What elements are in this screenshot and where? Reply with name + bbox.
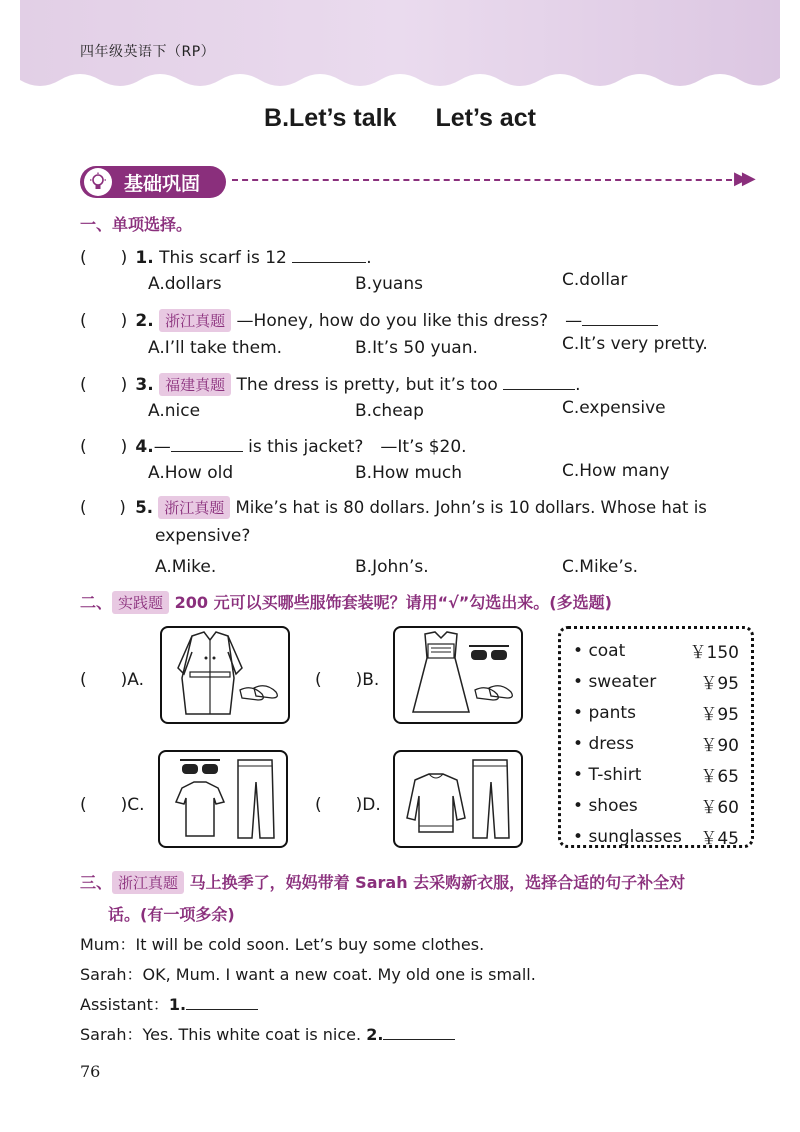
part3-heading-line2: 话。(有一项多余) (108, 905, 235, 924)
option-b[interactable]: B.John’s. (355, 557, 429, 577)
price-row: • pants ￥95 (573, 702, 739, 725)
dress-sunglasses-shoes-icon (395, 628, 521, 722)
option-a[interactable]: A.nice (148, 401, 201, 421)
source-tag: 浙江真题 (112, 871, 184, 894)
option-c[interactable]: C.How many (562, 461, 670, 481)
outfit-b-picture (393, 626, 523, 724)
answer-paren[interactable]: ( ) (80, 311, 128, 331)
answer-paren[interactable]: ( ) (80, 248, 128, 268)
outfit-a-picture (160, 626, 290, 724)
answer-paren[interactable]: ( ) (80, 375, 128, 395)
answer-blank[interactable] (292, 247, 366, 263)
answer-blank[interactable] (171, 436, 243, 452)
answer-blank[interactable] (186, 994, 258, 1010)
source-tag: 福建真题 (159, 373, 231, 396)
double-arrow-icon: ▶▶ (734, 168, 750, 189)
outfit-d-picture (393, 750, 523, 848)
question-1: ( ) 1. This scarf is 12 . (80, 243, 372, 268)
title-part1: B.Let’s talk (264, 104, 397, 132)
source-tag: 浙江真题 (159, 309, 231, 332)
option-c[interactable]: C.It’s very pretty. (562, 334, 708, 354)
price-row: • coat ￥150 (573, 640, 739, 663)
question-3: ( ) 3. 福建真题 The dress is pretty, but it’s too . (80, 370, 581, 396)
dialog-line: Assistant：1. (80, 992, 258, 1015)
lightbulb-icon (84, 168, 112, 196)
answer-paren[interactable]: ( ) (80, 498, 126, 517)
option-c[interactable]: C.Mike’s. (562, 557, 639, 577)
page-number: 76 (80, 1062, 101, 1081)
part1-heading: 一、单项选择。 (80, 215, 193, 234)
option-a[interactable]: A.I’ll take them. (148, 338, 283, 358)
book-label: 四年级英语下（RP） (80, 44, 216, 60)
sunglasses-tshirt-pants-icon (160, 752, 286, 846)
part3-heading: 三、 浙江真题 马上换季了，妈妈带着 Sarah 去采购新衣服，选择合适的句子补全对 (80, 873, 686, 892)
answer-paren[interactable]: ( ) (80, 437, 128, 457)
question-2: ( ) 2. 浙江真题 —Honey, how do you like this dress? — (80, 306, 658, 332)
option-b[interactable]: B.How much (355, 463, 463, 483)
option-b[interactable]: B.It’s 50 yuan. (355, 338, 478, 358)
answer-blank[interactable] (383, 1024, 455, 1040)
price-row: • shoes ￥60 (573, 795, 739, 818)
choice-c[interactable]: ( )C. (80, 795, 145, 815)
question-4: ( ) 4.— is this jacket? —It’s $20. (80, 432, 467, 457)
answer-blank[interactable] (503, 374, 575, 390)
option-c[interactable]: C.dollar (562, 270, 628, 290)
source-tag: 浙江真题 (158, 496, 230, 519)
choice-d[interactable]: ( )D. (315, 795, 381, 815)
answer-blank[interactable] (582, 310, 658, 326)
section-badge (80, 166, 226, 198)
option-a[interactable]: A.Mike. (155, 557, 217, 577)
choice-b[interactable]: ( )B. (315, 670, 380, 690)
coat-shoes-icon (162, 628, 288, 722)
price-row: • sweater ￥95 (573, 671, 739, 694)
price-list (558, 626, 754, 848)
title-part2: Let’s act (435, 104, 536, 132)
option-c[interactable]: C.expensive (562, 398, 666, 418)
question-5-line2: expensive? (155, 526, 251, 546)
question-5: ( ) 5. 浙江真题 Mike’s hat is 80 dollars. John’s is 10 dollars. Whose hat is (80, 494, 707, 519)
part2-heading: 二、 实践题 200 元可以买哪些服饰套装呢？请用“√”勾选出来。(多选题) (80, 593, 612, 612)
option-b[interactable]: B.yuans (355, 274, 423, 294)
option-b[interactable]: B.cheap (355, 401, 424, 421)
price-row: • sunglasses ￥45 (573, 826, 739, 849)
price-row: • dress ￥90 (573, 733, 739, 756)
dialog-line: Sarah：Yes. This white coat is nice. 2. (80, 1022, 455, 1045)
dialog-line: Sarah：OK, Mum. I want a new coat. My old one is small. (80, 965, 536, 984)
section-badge-label: 基础巩固 (124, 172, 201, 195)
choice-a[interactable]: ( )A. (80, 670, 144, 690)
option-a[interactable]: A.How old (148, 463, 234, 483)
source-tag: 实践题 (112, 591, 169, 614)
outfit-c-picture (158, 750, 288, 848)
sweater-pants-icon (395, 752, 521, 846)
page-title (0, 104, 800, 133)
dialog-line: Mum：It will be cold soon. Let’s buy some clothes. (80, 935, 485, 954)
option-a[interactable]: A.dollars (148, 274, 222, 294)
price-row: • T-shirt ￥65 (573, 764, 739, 787)
section-divider (232, 179, 732, 181)
